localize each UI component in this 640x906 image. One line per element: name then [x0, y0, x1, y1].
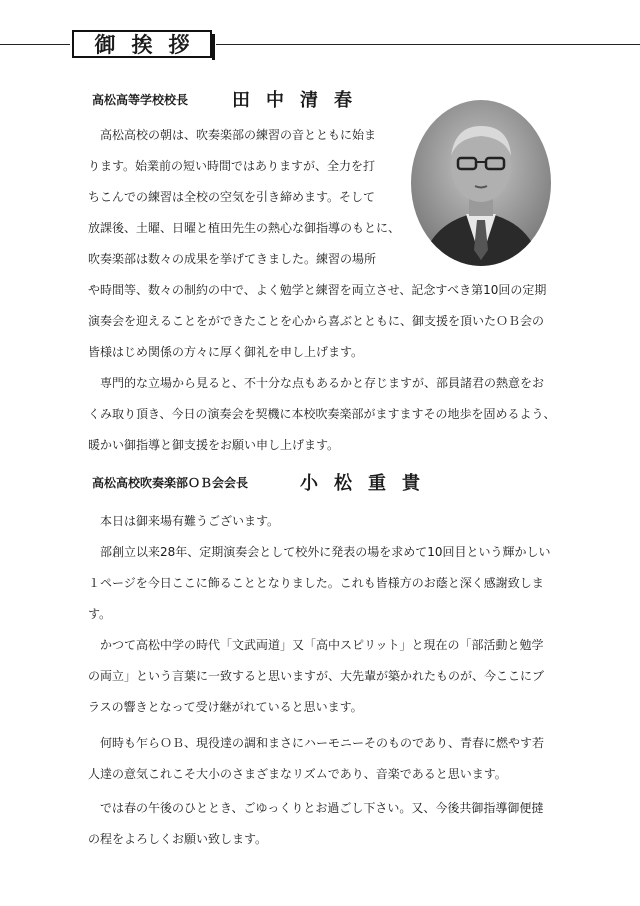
- ob-president-name: 小松重貴: [300, 473, 436, 494]
- ob-president-role: 高松高校吹奏楽部ＯＢ会会長: [92, 476, 249, 490]
- ob-paragraph-line: す。: [88, 607, 112, 621]
- principal-paragraph-line: 皆様はじめ関係の方々に厚く御礼を申し上げます。: [88, 345, 364, 359]
- header-rule-right: [216, 44, 640, 45]
- principal-paragraph-line: 演奏会を迎えることをができたことを心から喜ぶとともに、御支援を頂いたＯＢ会の: [88, 314, 545, 328]
- principal-paragraph-line: 専門的な立場から見ると、不十分な点もあるかと存じますが、部員諸君の熱意をお: [100, 376, 545, 390]
- ob-paragraph-line: では春の午後のひととき、ごゆっくりとお過ごし下さい。又、今後共御指導御便撻: [100, 801, 544, 815]
- principal-paragraph-line: くみ取り頂き、今日の演奏会を契機に本校吹奏楽部がますますその地歩を固めるよう、: [88, 407, 556, 421]
- principal-portrait: [411, 100, 551, 266]
- principal-paragraph-line: ちこんでの練習は全校の空気を引き締めます。そして: [88, 190, 376, 204]
- ob-paragraph-line: 部創立以来28年、定期演奏会として校外に発表の場を求めて10回目という輝かしい: [100, 545, 551, 559]
- ob-paragraph-line: 本日は御来場有難うございます。: [100, 514, 280, 528]
- principal-paragraph-line: や時間等、数々の制約の中で、よく勉学と練習を両立させ、記念すべき第10回の定期: [88, 283, 547, 297]
- principal-paragraph-line: 暖かい御指導と御支援をお願い申し上げます。: [88, 438, 340, 452]
- principal-paragraph-line: 放課後、土曜、日曜と植田先生の熱心な御指導のもとに、: [88, 221, 401, 235]
- page-title: 御挨拶: [72, 30, 212, 58]
- ob-paragraph-line: 人達の意気これこそ大小のさまざまなリズムであり、音楽であると思います。: [88, 767, 507, 781]
- ob-paragraph-line: ラスの響きとなって受け継がれていると思います。: [88, 700, 363, 714]
- ob-paragraph-line: かつて高松中学の時代「文武両道」又「高中スピリット」と現在の「部活動と勉学: [100, 638, 544, 652]
- ob-paragraph-line: の程をよろしくお願い致します。: [88, 832, 268, 846]
- principal-paragraph-line: 吹奏楽部は数々の成果を挙げてきました。練習の場所: [88, 252, 377, 266]
- principal-paragraph-line: ります。始業前の短い時間ではありますが、全力を打: [88, 159, 376, 173]
- ob-paragraph-line: 何時も乍らＯＢ、現役達の調和まさにハーモニーそのものであり、青春に燃やす若: [100, 736, 545, 750]
- ob-paragraph-line: １ページを今日ここに飾ることとなりました。これも皆様方のお蔭と深く感謝致しま: [88, 576, 544, 590]
- ob-paragraph-line: の両立」という言葉に一致すると思いますが、大先輩が築かれたものが、今ここにブ: [88, 669, 545, 683]
- principal-paragraph-line: 高松高校の朝は、吹奏楽部の練習の音とともに始ま: [100, 128, 377, 142]
- principal-role: 高松高等学校校長: [92, 93, 189, 107]
- principal-name: 田中清春: [232, 90, 368, 111]
- header-rule-left: [0, 44, 70, 45]
